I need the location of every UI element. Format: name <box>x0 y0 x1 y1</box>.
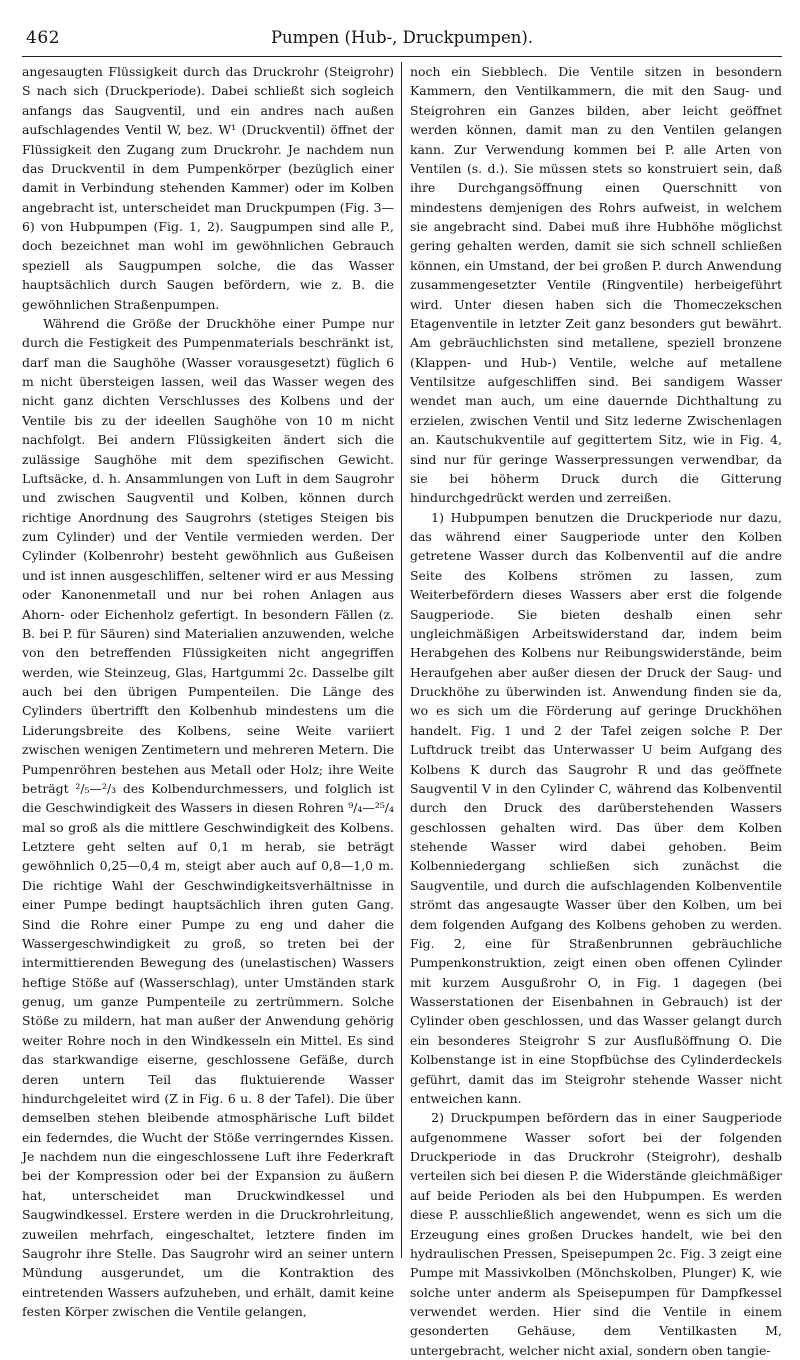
paragraph: noch ein Siebblech. Die Ventile sitzen in besondern Kammern, den Ventilkammern, die mit den Saug- und Steigrohren ein Ganzes bilden, aber leicht geöffnet werden können, damit man zu den Ventilen gelangen kann. Zur Verwendung kommen bei P. alle Arten von Ventilen (s. d.). Sie müssen stets so konstruiert sein, daß ihre Durchgangsöffnung einen Querschnitt von mindestens demjenigen des Rohrs aufweist, in welchem sie angebracht sind. Dabei muß ihre Hubhöhe möglichst gering gehalten werden, damit sie sich schnell schließen können, ein Umstand, der bei großen P. durch Anwendung zusammengesetzter Ventile (Ringventile) herbeigeführt wird. Unter diesen haben sich die Thomeczekschen Etagenventile in letzter Zeit ganz besonders gut bewährt. Am gebräuchlichsten sind metallene, speziell bronzene (Klappen- und Hub-) Ventile, welche auf metallene Ventilsitze aufgeschliffen sind. Bei sandigem Wasser wendet man auch, um eine dauernde Dichthaltung zu erzielen, zwischen Ventil und Sitz lederne Zwischenlagen an. Kautschukventile auf gegittertem Sitz, wie in Fig. 4, sind nur für geringe Wasserpressungen verwendbar, da sie bei höherm Druck durch die Gitterung hindurchgedrückt werden und zerreißen. <box>410 64 782 506</box>
paragraph: 2) Druckpumpen befördern das in einer Saugperiode aufgenommene Wasser sofort bei der folgenden Druckperiode in das Druckrohr (Steigrohr), deshalb verteilen sich bei diesen P. die Widerstände gleichmäßiger auf beide Perioden als bei den Hubpumpen. Es werden diese P. ausschließlich angewendet, wenn es sich um die Erzeugung eines großen Druckes handelt, wie bei den hydraulischen Pressen, Speisepumpen 2c. Fig. 3 zeigt eine Pumpe mit Massivkolben (Mönchskolben, Plunger) K, wie solche unter anderm als Speisepumpen für Dampfkessel verwendet werden. Hier sind die Ventile in einem gesonderten Gehäuse, dem Ventilkasten M, untergebracht, welcher nicht axial, sondern oben tangie- <box>410 1110 782 1358</box>
document-page <box>22 26 782 1358</box>
paragraph: Während die Größe der Druckhöhe einer Pumpe nur durch die Festigkeit des Pumpenmaterials beschränkt ist, darf man die Saughöhe (Wasser vorausgesetzt) füglich 6 m nicht übersteigen lassen, weil das Wasser wegen des nicht ganz dichten Verschlusses des Kolbens und der Ventile bis zu der ideellen Saughöhe von 10 m nicht nachfolgt. Bei andern Flüssigkeiten ändert sich die zulässige Saughöhe mit dem spezifischen Gewicht. Luftsäcke, d. h. Ansammlungen von Luft in dem Saugrohr und zwischen Saugventil und Kolben, können durch richtige Anordnung des Saugrohrs (stetiges Steigen bis zum Cylinder) und der Ventile vermieden werden. Der Cylinder (Kolbenrohr) besteht gewöhnlich aus Gußeisen und ist innen ausgeschliffen, seltener wird er aus Messing oder Kanonenmetall und nur bei rohen Anlagen aus Ahorn- oder Eichenholz gefertigt. In besondern Fällen (z. B. bei P. für Säuren) sind Materialien anzuwenden, welche von den betreffenden Flüssigkeiten nicht angegriffen werden, wie Steinzeug, Glas, Hartgummi 2c. Dasselbe gilt auch bei den übrigen Pumpenteilen. Die Länge des Cylinders übertrifft den Kolbenhub mindestens um die Liderungsbreite des Kolbens, seine Weite variiert zwischen wenigen Zentimetern und mehreren Metern. Die Pumpenröhren bestehen aus Metall oder Holz; ihre Weite beträgt ²/₅—²/₃ des Kolbendurchmessers, und folglich ist die Geschwindigkeit des Wassers in diesen Rohren ⁹/₄—²⁵/₄ mal so groß als die mittlere Geschwindigkeit des Kolbens. Letztere geht selten auf 0,1 m herab, sie beträgt gewöhnlich 0,25—0,4 m, steigt aber auch auf 0,8—1,0 m. Die richtige Wahl der Geschwindigkeitsverhältnisse in einer Pumpe bedingt hauptsächlich ihren guten Gang. Sind die Rohre einer Pumpe zu eng und daher die Wassergeschwindigkeit zu groß, so treten bei der intermittierenden Bewegung des (unelastischen) Wassers heftige Stöße auf (Wasserschlag), unter Umständen stark genug, um ganze Pumpenteile zu zertrümmern. Solche Stöße zu mildern, hat man außer der Anwendung gehörig weiter Rohre noch in den Windkesseln ein Mittel. Es sind das starkwandige eiserne, geschlossene Gefäße, durch deren untern Teil das fluktuierende Wasser hindurchgeleitet wird (Z in Fig. 6 u. 8 der Tafel). Die über demselben stehen bleibende atmosphärische Luft bildet ein federndes, die Wucht der Stöße verringerndes Kissen. Je nachdem nun die eingeschlossene Luft ihre Federkraft bei der Kompression oder bei der Expansion zu äußern hat, unterscheidet man Druckwindkessel und Saugwindkessel. Erstere werden in die Druckrohrleitung, zuweilen mehrfach, eingeschaltet, letztere finden im Saugrohr ihre Stelle. Das Saugrohr wird an seiner untern Mündung ausgerundet, um die Kontraktion des eintretenden Wassers aufzuheben, und erhält, damit keine festen Körper zwischen die Ventile gelangen, <box>22 315 394 1319</box>
header-rule <box>22 56 782 57</box>
page-header <box>22 26 782 52</box>
running-title: Pumpen (Hub-, Druckpumpen). <box>270 28 534 47</box>
paragraph: 1) Hubpumpen benutzen die Druckperiode nur dazu, das während einer Saugperiode unter den Kolben getretene Wasser durch das Kolbenventil auf die andre Seite des Kolbens strömen zu lassen, zum Weiterbefördern dieses Wassers aber erst die folgende Saugperiode. Sie bieten deshalb einen sehr ungleichmäßigen Arbeitswiderstand dar, indem beim Herabgehen des Kolbens nur Reibungswiderstände, beim Heraufgehen aber außer diesen der Druck der Saug- und Druckhöhe zu überwinden ist. Anwendung finden sie da, wo es sich um die Förderung auf geringe Druckhöhen handelt. Fig. 1 und 2 der Tafel zeigen solche P. Der Luftdruck treibt das Unterwasser U beim Aufgang des Kolbens K durch das Saugrohr R und das geöffnete Saugventil V in den Cylinder C, während das Kolbenventil durch den Druck des darüberstehenden Wassers geschlossen gehalten wird. Das über dem Kolben stehende Wasser wird dabei gehoben. Beim Kolbenniedergang schließen sich zunächst die Saugventile, und durch die aufschlagenden Kolbenventile strömt das angesaugte Wasser über den Kolben, um bei dem folgenden Aufgang des Kolbens gehoben zu werden. Fig. 2, eine für Straßenbrunnen gebräuchliche Pumpenkonstruktion, zeigt einen oben offenen Cylinder mit kurzem Ausgußrohr O, in Fig. 1 dagegen (bei Wasserstationen der Eisenbahnen in Gebrauch) ist der Cylinder oben geschlossen, und das Wasser gelangt durch ein besonderes Steigrohr S zur Ausflußöffnung O. Die Kolbenstange ist in eine Stopfbüchse des Cylinderdeckels geführt, damit das im Steigrohr stehende Wasser nicht entweichen kann. <box>410 509 782 1106</box>
left-column <box>22 62 401 1319</box>
right-column <box>402 62 782 1358</box>
text-columns <box>22 62 782 1358</box>
page-number: 462 <box>26 28 60 48</box>
paragraph: angesaugten Flüssigkeit durch das Druckrohr (Steigrohr) S nach sich (Druckperiode). Dabei schließt sich sogleich anfangs das Saugventil, und ein andres nach außen aufschlagendes Ventil W, bez. W¹ (Druckventil) öffnet der Flüssigkeit den Zugang zum Druckrohr. Je nachdem nun das Druckventil in dem Pumpenkörper (bezüglich einer damit in Verbindung stehenden Kammer) oder im Kolben angebracht ist, unterscheidet man Druckpumpen (Fig. 3—6) von Hubpumpen (Fig. 1, 2). Saugpumpen sind alle P., doch bezeichnet man wohl im gewöhnlichen Gebrauch speziell als Saugpumpen solche, die das Wasser hauptsächlich durch Saugen befördern, wie z. B. die gewöhnlichen Straßenpumpen. <box>22 64 394 312</box>
